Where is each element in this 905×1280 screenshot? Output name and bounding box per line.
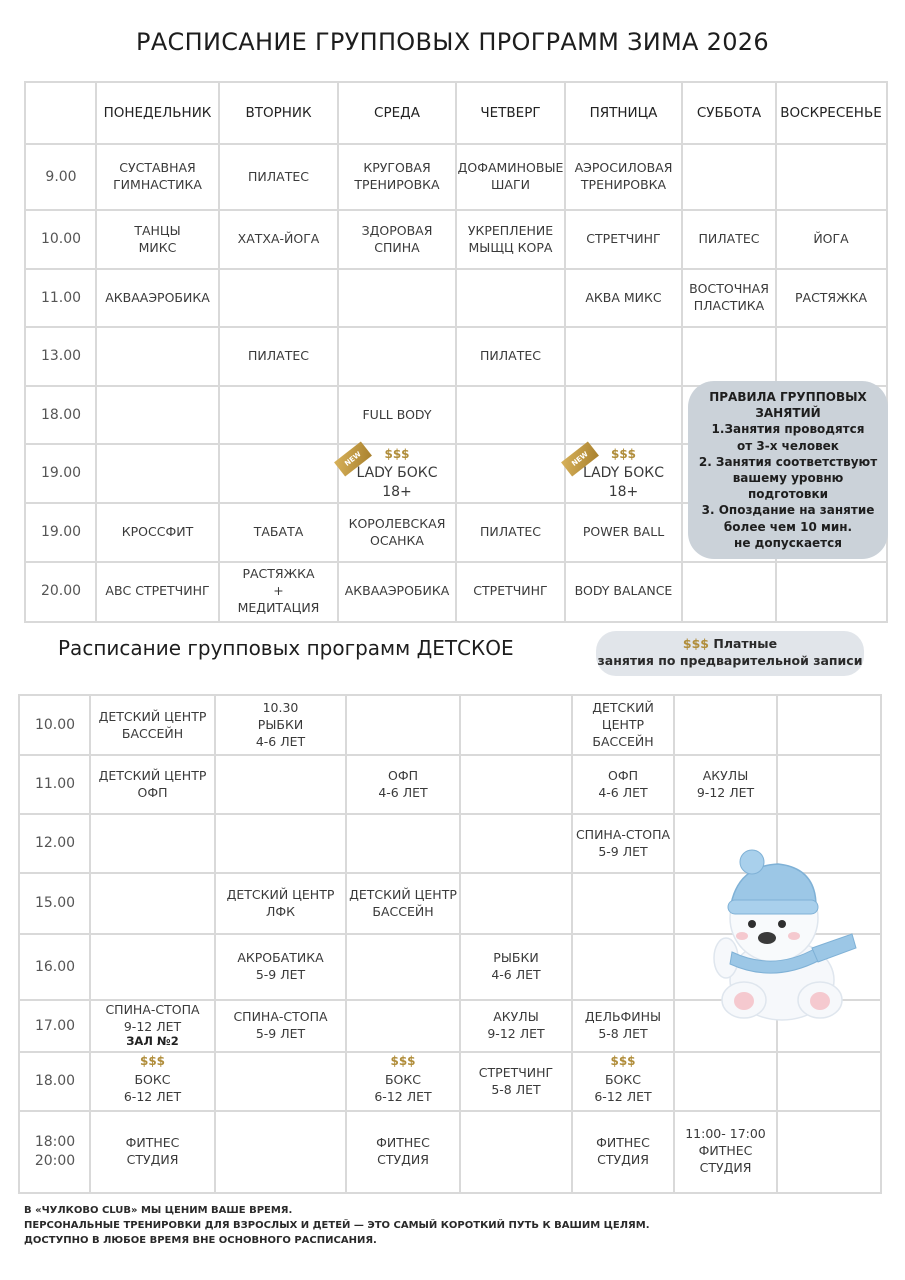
class-cell: ДЕТСКИЙ ЦЕНТР БАССЕЙН: [592, 700, 654, 749]
rules-title: ПРАВИЛА ГРУППОВЫХ ЗАНЯТИЙ: [709, 390, 867, 421]
class-cell: [346, 1000, 460, 1052]
class-cell: ОФП 4-6 ЛЕТ: [378, 767, 428, 800]
class-cell: БОКС 6-12 ЛЕТ: [594, 1071, 652, 1104]
class-cell: [460, 814, 572, 873]
time-cell: 19.00: [40, 465, 82, 482]
class-cell: СТРЕТЧИНГ 5-8 ЛЕТ: [478, 1064, 554, 1097]
class-cell: [776, 327, 886, 386]
class-cell: ПИЛАТЕС: [248, 348, 309, 364]
class-cell: АКРОБАТИКА 5-9 ЛЕТ: [237, 950, 324, 982]
class-cell: АКУЛЫ 9-12 ЛЕТ: [696, 767, 755, 800]
class-cell: [777, 1052, 880, 1111]
class-cell: [96, 444, 219, 503]
footer-line: В «ЧУЛКОВО CLUB» МЫ ЦЕНИМ ВАШЕ ВРЕМЯ.: [24, 1205, 293, 1216]
class-cell: РЫБКИ 4-6 ЛЕТ: [491, 950, 541, 982]
rules-panel: [688, 381, 888, 559]
time-cell: 10.00: [40, 231, 82, 248]
class-cell: ФИТНЕС СТУДИЯ: [376, 1134, 430, 1167]
class-cell: LADY БОКС 18+: [582, 464, 665, 500]
class-cell: СПИНА-СТОПА 5-9 ЛЕТ: [575, 826, 671, 859]
class-cell: [346, 934, 460, 1000]
class-cell: [215, 814, 346, 873]
class-cell: СУСТАВНАЯ ГИМНАСТИКА: [113, 160, 202, 192]
class-cell: 10.30 РЫБКИ 4-6 ЛЕТ: [255, 700, 306, 749]
class-cell: АВС СТРЕТЧИНГ: [105, 583, 210, 599]
class-cell: АКУЛЫ 9-12 ЛЕТ: [487, 1009, 545, 1041]
time-cell: 17.00: [34, 1017, 76, 1034]
class-cell: [90, 814, 215, 873]
class-cell: КРОССФИТ: [121, 524, 194, 540]
class-cell: СТРЕТЧИНГ: [586, 231, 661, 247]
class-cell: ПИЛАТЕС: [248, 168, 309, 184]
class-cell: [338, 269, 456, 327]
paid-note-line1: Платные: [709, 636, 778, 651]
class-cell: БОКС 6-12 ЛЕТ: [374, 1071, 432, 1104]
class-cell: [215, 755, 346, 814]
footer-notes: [24, 1203, 650, 1248]
polar-bear-illustration: [712, 848, 860, 1028]
class-cell: ХАТХА-ЙОГА: [237, 231, 320, 247]
class-cell: [90, 934, 215, 1000]
class-cell: [460, 696, 572, 755]
new-ribbon: NEW: [334, 441, 372, 476]
day-header: ВТОРНИК: [245, 105, 312, 122]
class-cell: АКВААЭРОБИКА: [344, 583, 450, 599]
time-cell: 18.00: [40, 406, 82, 423]
class-cell: ВОСТОЧНАЯ ПЛАСТИКА: [689, 281, 769, 313]
class-cell: АКВААЭРОБИКА: [105, 289, 210, 305]
class-cell: [674, 1052, 777, 1111]
paid-mark: $$$: [610, 1053, 636, 1068]
class-cell: [682, 327, 776, 386]
class-cell: [219, 386, 338, 444]
class-cell: [572, 934, 674, 1000]
class-cell: БОКС 6-12 ЛЕТ: [123, 1071, 182, 1104]
class-cell: ФИТНЕС СТУДИЯ: [596, 1134, 650, 1167]
class-cell: BODY BALANCE: [574, 583, 673, 599]
class-cell: [682, 144, 776, 210]
class-cell: ТАБАТА: [253, 524, 304, 540]
rules-item: 3. Опоздание на занятие более чем 10 мин. не допускается: [701, 503, 875, 550]
time-cell: 19.00: [40, 524, 82, 541]
class-cell: [346, 696, 460, 755]
class-cell: КОРОЛЕВСКАЯ ОСАНКА: [348, 515, 446, 548]
class-cell: [565, 386, 682, 444]
class-cell: ПИЛАТЕС: [480, 524, 541, 540]
time-cell: 9.00: [45, 168, 77, 185]
rules-item: 2. Занятия соответствуют вашему уровню подготовки: [698, 454, 878, 502]
class-cell: ТАНЦЫ МИКС: [134, 222, 181, 255]
time-cell: 11.00: [40, 289, 82, 306]
class-cell: [460, 873, 572, 934]
class-cell: ДЕТСКИЙ ЦЕНТР БАССЕЙН: [349, 886, 457, 919]
paid-mark: $$$: [610, 446, 637, 461]
time-cell: 11.00: [34, 776, 76, 793]
time-cell: 13.00: [40, 348, 82, 365]
time-cell: 10.00: [34, 717, 76, 734]
class-cell: ДЕЛЬФИНЫ 5-8 ЛЕТ: [584, 1009, 662, 1041]
knit-hat: [728, 850, 818, 914]
class-cell: [682, 562, 776, 621]
class-cell: [456, 269, 565, 327]
class-cell: ДЕТСКИЙ ЦЕНТР ОФП: [98, 767, 207, 800]
class-cell: СПИНА-СТОПА 5-9 ЛЕТ: [233, 1009, 328, 1041]
class-cell: [565, 327, 682, 386]
class-cell: АЭРОСИЛОВАЯ ТРЕНИРОВКА: [574, 160, 673, 192]
day-header: ЧЕТВЕРГ: [480, 105, 541, 122]
class-cell: [96, 386, 219, 444]
class-cell: [338, 327, 456, 386]
class-cell: [777, 755, 880, 814]
time-cell: 18.00: [34, 1073, 76, 1090]
class-cell: [96, 327, 219, 386]
class-cell: [219, 444, 338, 503]
time-cell: 12.00: [34, 835, 76, 852]
class-cell: ЙОГА: [813, 231, 849, 247]
paid-note-badge: [596, 631, 864, 676]
class-cell: ДЕТСКИЙ ЦЕНТР БАССЕЙН: [98, 708, 207, 741]
day-header: СРЕДА: [374, 105, 420, 122]
paid-mark: $$$: [139, 1053, 166, 1068]
class-cell: СПИНА-СТОПА 9-12 ЛЕТ: [105, 1002, 200, 1034]
paid-note-line2: занятия по предварительной записи: [597, 652, 863, 668]
class-cell: ПИЛАТЕС: [698, 231, 760, 247]
paid-mark: $$$: [390, 1053, 416, 1068]
class-cell: [456, 444, 565, 503]
class-cell: КРУГОВАЯ ТРЕНИРОВКА: [354, 160, 440, 192]
class-cell: ОФП 4-6 ЛЕТ: [598, 767, 648, 800]
class-cell: [215, 1111, 346, 1192]
class-cell: РАСТЯЖКА + МЕДИТАЦИЯ: [237, 566, 320, 615]
class-cell: СТРЕТЧИНГ: [473, 583, 548, 599]
class-cell: POWER BALL: [582, 524, 665, 540]
class-cell: [776, 562, 886, 621]
class-cell: ФИТНЕС СТУДИЯ: [125, 1134, 180, 1167]
time-cell: 15.00: [34, 895, 76, 912]
class-cell: ЗДОРОВАЯ СПИНА: [361, 222, 433, 255]
hall-label: ЗАЛ №2: [126, 1034, 179, 1049]
time-cell: 18:00 20:00: [34, 1133, 76, 1169]
footer-line: ПЕРСОНАЛЬНЫЕ ТРЕНИРОВКИ ДЛЯ ВЗРОСЛЫХ И ДЕТЕЙ — ЭТО САМЫЙ КОРОТКИЙ ПУТЬ К ВАШИМ ЦЕЛЯМ.: [24, 1220, 650, 1231]
day-header: ВОСКРЕСЕНЬЕ: [780, 105, 882, 122]
kids-title: Расписание групповых программ ДЕТСКОЕ: [58, 636, 514, 660]
footer-line: ДОСТУПНО В ЛЮБОЕ ВРЕМЯ ВНЕ ОСНОВНОГО РАСПИСАНИЯ.: [24, 1235, 377, 1246]
class-cell: LADY БОКС 18+: [356, 464, 438, 500]
class-cell: УКРЕПЛЕНИЕ МЫЩЦ КОРА: [467, 222, 554, 255]
page-title: РАСПИСАНИЕ ГРУППОВЫХ ПРОГРАММ ЗИМА 2026: [136, 28, 769, 56]
class-cell: [460, 755, 572, 814]
paid-mark: $$$: [682, 636, 709, 651]
class-cell: [572, 873, 674, 934]
class-cell: [460, 1111, 572, 1192]
class-cell: [456, 386, 565, 444]
time-cell: 16.00: [34, 958, 76, 975]
class-cell: FULL BODY: [362, 406, 432, 422]
rules-item: 1.Занятия проводятся от 3-х человек: [711, 422, 865, 453]
class-cell: [777, 696, 880, 755]
day-header: СУББОТА: [696, 105, 762, 122]
class-cell: [674, 696, 777, 755]
class-cell: АКВА МИКС: [585, 289, 662, 305]
class-cell: [346, 814, 460, 873]
class-cell: ДЕТСКИЙ ЦЕНТР ЛФК: [226, 886, 335, 919]
paid-mark: $$$: [384, 446, 410, 461]
class-cell: [219, 269, 338, 327]
class-cell: [90, 873, 215, 934]
new-ribbon: NEW: [561, 441, 599, 476]
class-cell: [776, 144, 886, 210]
day-header: ПЯТНИЦА: [589, 105, 658, 122]
class-cell: [777, 1111, 880, 1192]
class-cell: ПИЛАТЕС: [480, 348, 541, 364]
day-header: ПОНЕДЕЛЬНИК: [103, 105, 212, 122]
class-cell: 11:00- 17:00 ФИТНЕС СТУДИЯ: [685, 1126, 766, 1175]
class-cell: ДОФАМИНОВЫЕ ШАГИ: [457, 160, 564, 192]
time-cell: 20.00: [40, 583, 82, 600]
class-cell: РАСТЯЖКА: [794, 289, 868, 305]
class-cell: [215, 1052, 346, 1111]
